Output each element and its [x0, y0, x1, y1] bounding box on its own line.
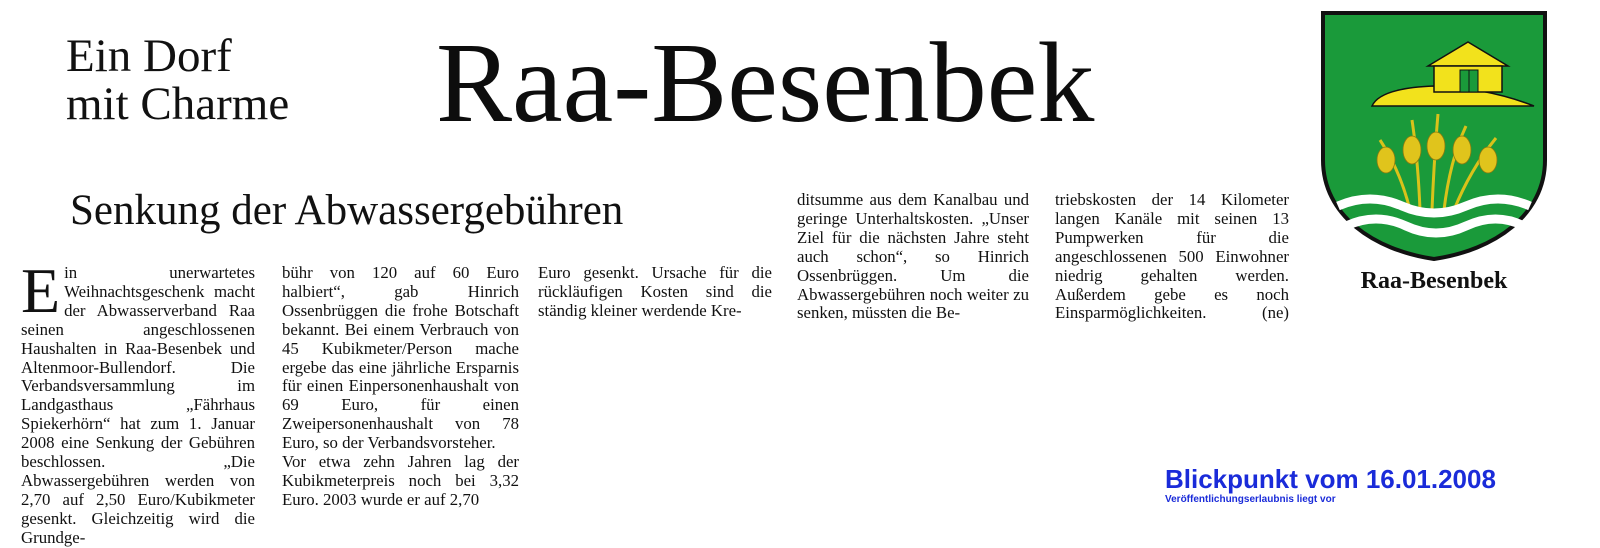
column-4-text: ditsumme aus dem Kanalbau und geringe Unterhaltskosten. „Unser Ziel für die nächsten Jahre steht auch schon“, so Hinrich Ossenbrüggen. Um die Abwassergebühren noch weiter zu senken, müssten die Be- [797, 190, 1029, 323]
coat-of-arms-icon [1320, 10, 1548, 262]
drop-cap: E [21, 255, 61, 326]
column-1-text: in unerwartetes Weihnachtsgeschenk macht der Abwasserverband Raa seinen angeschlossenen Haushalten in Raa-Besenbek und Altenmoor-Bullendorf. Die Verbandsversammlung im Landgasthaus „Fährhaus Spiekerhörn“ hat zum 1. Januar 2008 eine Senkung der Gebühren beschlossen. „Die Abwassergebühren werden von 2,70 auf 2,50 Euro/Kubikmeter gesenkt. Gleichzeitig wird die Grundge- [21, 263, 255, 547]
permission-note: Veröffentlichungserlaubnis liegt vor [1165, 494, 1336, 505]
author-signoff: (ne) [1261, 303, 1289, 323]
column-2-paragraph-1: bühr von 120 auf 60 Euro halbiert“, gab Hinrich Ossenbrüggen die frohe Botschaft bekannt. Bei einem Verbrauch von 45 Kubikmeter/Person mache ergebe das eine jährliche Ersparnis für einen Einpersonenhaushalt von 69 Euro, für einen Zweipersonenhaushalt von 78 Euro, so der Verbandsvorsteher. [282, 263, 519, 453]
masthead-title: Raa-Besenbek [436, 19, 1095, 146]
article-column-4 [797, 191, 1029, 323]
kicker [66, 32, 289, 128]
kicker-line-2: mit Charme [66, 78, 290, 130]
article-column-2 [282, 264, 519, 510]
article-column-3 [538, 264, 772, 321]
column-5-body: triebskosten der 14 Kilometer langen Kanäle mit seinen 13 Pumpwerken für die angeschlossenen 500 Einwohner niedrig gehalten werden. Außerdem gebe es noch Einsparmöglichkeiten. [1055, 190, 1289, 323]
kicker-line-1: Ein Dorf [66, 30, 232, 82]
column-5-text [1055, 191, 1289, 323]
article-headline: Senkung der Abwassergebühren [70, 187, 624, 234]
article-column-5 [1055, 191, 1289, 323]
crest-caption: Raa-Besenbek [1360, 268, 1508, 294]
article-column-1 [21, 255, 255, 548]
source-line: Blickpunkt vom 16.01.2008 [1165, 464, 1496, 494]
column-2-paragraph-2: Vor etwa zehn Jahren lag der Kubikmeterpreis noch bei 3,32 Euro. 2003 wurde er auf 2,70 [282, 452, 519, 509]
column-3-text: Euro gesenkt. Ursache für die rückläufigen Kosten sind die ständig kleiner werdende Kre- [538, 263, 772, 320]
